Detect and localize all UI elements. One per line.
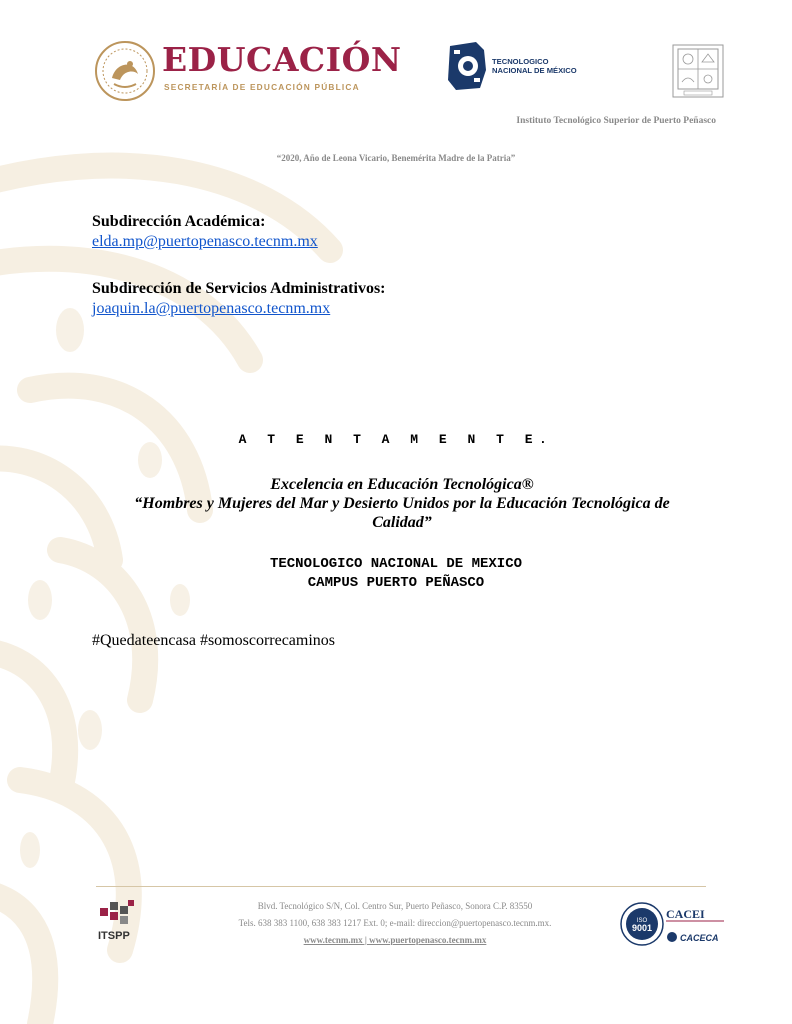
contact-heading: Subdirección Académica: [92,213,266,230]
tecnm-line2: NACIONAL DE MÉXICO [492,66,577,75]
motto-line1: Excelencia en Educación Tecnológica® [270,476,534,493]
footer-phones: Tels. 638 383 1100, 638 383 1217 Ext. 0; e-mail: direccion@puertopenasco.tecnm.mx. [238,918,552,928]
iso-9001-badge-icon [620,902,664,946]
svg-text:ISO: ISO [636,918,648,924]
cacei-label: CACEI [666,907,705,921]
itspp-shield-icon [672,44,724,98]
institutional-motto [110,475,694,532]
contact-administrative [92,279,712,319]
tecnm-logo [446,40,586,94]
sep-subtitle: SECRETARÍA DE EDUCACIÓN PÚBLICA [164,82,360,92]
motto-line2: “Hombres y Mujeres del Mar y Desierto Unidos por la Educación Tecnológica de Calidad” [134,495,670,531]
hashtags: #Quedateencasa #somoscorrecaminos [92,632,336,649]
contact-academic [92,212,712,252]
contact-heading: Subdirección de Servicios Administrativos: [92,280,386,297]
cacei-logo [666,906,724,922]
itspp-logo [94,898,140,954]
campus-line2: CAMPUS PUERTO PEÑASCO [307,575,485,591]
itspp-mark-icon [98,898,136,928]
footer-divider [96,886,706,887]
tecnm-line1: TECNOLOGICO [492,57,549,66]
contact-email-link[interactable]: elda.mp@puertopenasco.tecnm.mx [92,233,318,250]
institute-name: Instituto Tecnológico Superior de Puerto Peñasco [516,116,716,126]
sep-logo [94,40,402,104]
tecnm-wordmark [492,57,577,75]
sep-title: EDUCACIÓN [162,40,402,79]
caceca-label: CACECA [680,933,719,943]
campus-line1: TECNOLOGICO NACIONAL DE MEXICO [269,556,523,572]
footer-contact [160,898,630,949]
caceca-logo [666,930,724,944]
footer-address: Blvd. Tecnológico S/N, Col. Centro Sur, Puerto Peñasco, Sonora C.P. 83550 [257,901,533,911]
iso-label: 9001 [631,923,653,933]
mexico-seal-icon [94,40,156,102]
atentamente: A T E N T A M E N T E. [238,432,554,447]
campus-signature [0,555,792,593]
contacts-section [92,212,712,319]
footer-website-links[interactable]: www.tecnm.mx | www.puertopenasco.tecnm.mx [303,935,487,945]
contact-email-link[interactable]: joaquin.la@puertopenasco.tecnm.mx [92,300,331,317]
tecnm-gear-icon [446,40,488,92]
year-motto: “2020, Año de Leona Vicario, Benemérita Madre de la Patria” [276,153,516,163]
itspp-label: ITSPP [98,930,130,942]
